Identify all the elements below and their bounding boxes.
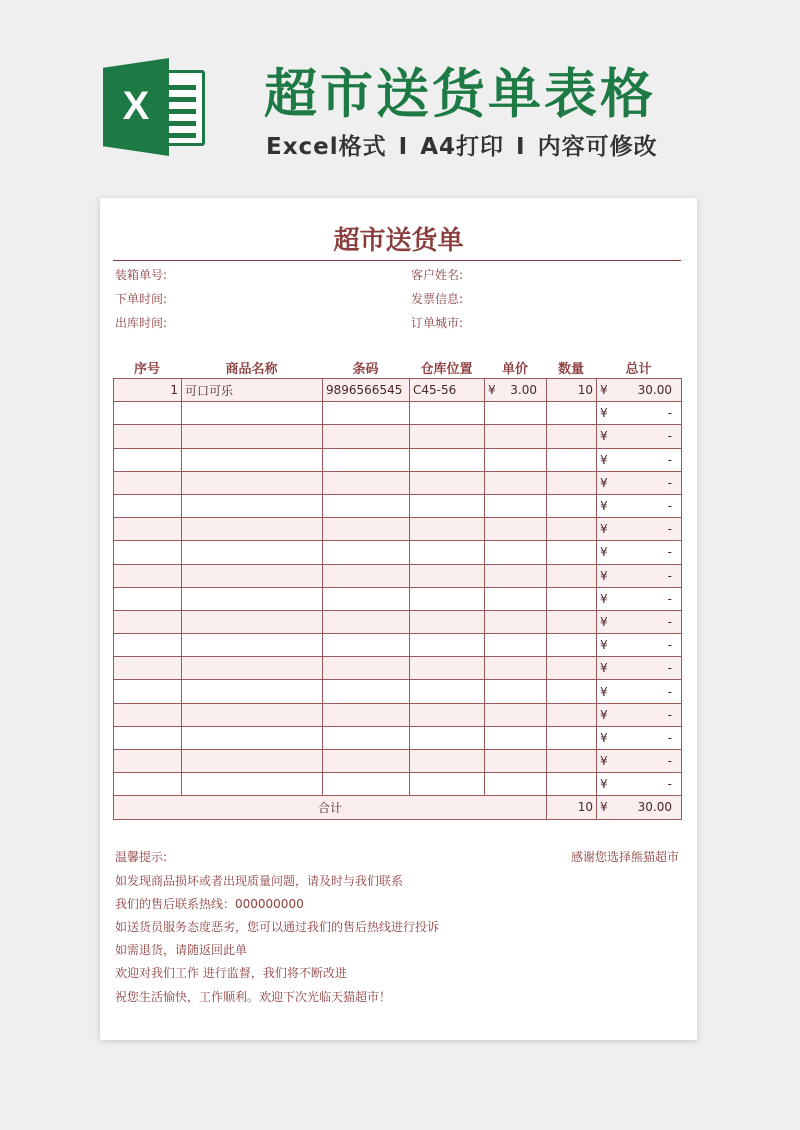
note-line: 如送货员服务态度恶劣，您可以通过我们的售后热线进行投诉: [115, 920, 440, 934]
cell-total[interactable]: [597, 703, 682, 726]
currency-symbol: ¥: [600, 475, 608, 490]
cell-quantity[interactable]: [547, 518, 597, 541]
cell-barcode[interactable]: [323, 634, 410, 657]
currency-symbol: ¥: [600, 614, 608, 629]
cell-total[interactable]: [597, 425, 682, 448]
cell-unit-price[interactable]: [485, 726, 547, 749]
document-title: 超市送货单: [333, 226, 464, 256]
header-unit-price: 单价: [501, 362, 528, 377]
table-row: [114, 494, 682, 517]
cell-product-name[interactable]: [182, 680, 323, 703]
cell-product-name[interactable]: [182, 425, 323, 448]
table-row: [114, 587, 682, 610]
cell-product-name[interactable]: [182, 703, 323, 726]
cell-barcode[interactable]: [323, 402, 410, 425]
note-line: 如需退货，请随返回此单: [115, 943, 248, 957]
cell-index[interactable]: [114, 773, 182, 796]
cell-index[interactable]: [114, 564, 182, 587]
cell-unit-price[interactable]: [485, 680, 547, 703]
table-row: [114, 564, 682, 587]
cell-product-name[interactable]: [182, 402, 323, 425]
total-value: -: [667, 406, 672, 421]
cell-product-name[interactable]: [182, 471, 323, 494]
cell-unit-price[interactable]: [485, 773, 547, 796]
subtitle-editable: 内容可修改: [537, 134, 658, 160]
total-value: 30.00: [637, 383, 672, 398]
cell-index[interactable]: 1: [114, 379, 182, 402]
cell-total[interactable]: [597, 726, 682, 749]
table-row: [114, 657, 682, 680]
table-row: [114, 634, 682, 657]
currency-symbol: ¥: [600, 429, 608, 444]
table-total-row: [114, 796, 682, 819]
currency-symbol: ¥: [600, 661, 608, 676]
cell-unit-price[interactable]: [485, 634, 547, 657]
table-row: [114, 750, 682, 773]
cell-unit-price[interactable]: [485, 610, 547, 633]
cell-quantity[interactable]: [547, 564, 597, 587]
cell-barcode[interactable]: [323, 518, 410, 541]
cell-location[interactable]: [410, 773, 485, 796]
cell-index[interactable]: [114, 518, 182, 541]
cell-product-name[interactable]: [182, 726, 323, 749]
cell-location[interactable]: [410, 402, 485, 425]
cell-location[interactable]: [410, 680, 485, 703]
total-value: -: [667, 499, 672, 514]
cell-quantity[interactable]: [547, 773, 597, 796]
cell-unit-price[interactable]: [485, 750, 547, 773]
cell-index[interactable]: [114, 680, 182, 703]
cell-total[interactable]: [597, 773, 682, 796]
cell-product-name[interactable]: [182, 634, 323, 657]
cell-barcode[interactable]: [323, 773, 410, 796]
cell-product-name[interactable]: [182, 564, 323, 587]
currency-symbol: ¥: [600, 406, 608, 421]
table-row: [114, 680, 682, 703]
table-row: [114, 541, 682, 564]
cell-quantity[interactable]: [547, 541, 597, 564]
cell-barcode[interactable]: [323, 448, 410, 471]
cell-location[interactable]: [410, 541, 485, 564]
total-value: -: [667, 545, 672, 560]
currency-symbol: ¥: [600, 383, 608, 398]
cell-product-name[interactable]: [182, 657, 323, 680]
cell-quantity[interactable]: [547, 680, 597, 703]
cell-quantity[interactable]: [547, 726, 597, 749]
total-value: -: [667, 684, 672, 699]
cell-product-name[interactable]: [182, 587, 323, 610]
table-row: [114, 726, 682, 749]
cell-quantity[interactable]: [547, 750, 597, 773]
cell-index[interactable]: [114, 494, 182, 517]
cell-quantity[interactable]: [547, 425, 597, 448]
total-value: -: [667, 568, 672, 583]
cell-quantity[interactable]: [547, 494, 597, 517]
cell-total[interactable]: [597, 634, 682, 657]
cell-barcode[interactable]: [323, 541, 410, 564]
total-value: -: [667, 638, 672, 653]
thanks-message: 感谢您选择熊猫超市: [570, 850, 679, 864]
cell-location[interactable]: [410, 726, 485, 749]
cell-location[interactable]: [410, 471, 485, 494]
cell-location[interactable]: [410, 518, 485, 541]
cell-barcode[interactable]: [323, 610, 410, 633]
currency-symbol: ¥: [600, 707, 608, 722]
cell-total[interactable]: [597, 610, 682, 633]
cell-quantity[interactable]: 10: [547, 379, 597, 402]
header-total: 总计: [625, 362, 652, 377]
cell-barcode[interactable]: [323, 564, 410, 587]
cell-unit-price[interactable]: [485, 494, 547, 517]
cell-unit-price[interactable]: [485, 448, 547, 471]
info-packing-number: 装箱单号:: [115, 268, 168, 282]
cell-location[interactable]: [410, 634, 485, 657]
total-value: -: [667, 754, 672, 769]
cell-total[interactable]: [597, 518, 682, 541]
cell-index[interactable]: [114, 541, 182, 564]
cell-location[interactable]: [410, 587, 485, 610]
total-value: -: [667, 614, 672, 629]
cell-index[interactable]: [114, 657, 182, 680]
subtitle-separator: I: [516, 134, 526, 160]
subtitle-format: Excel格式: [266, 134, 387, 160]
cell-barcode[interactable]: [323, 587, 410, 610]
items-table: [113, 378, 682, 820]
cell-product-name[interactable]: [182, 518, 323, 541]
currency-symbol: ¥: [600, 522, 608, 537]
cell-barcode[interactable]: [323, 494, 410, 517]
cell-total[interactable]: [597, 657, 682, 680]
cell-location[interactable]: [410, 610, 485, 633]
currency-symbol: ¥: [600, 684, 608, 699]
cell-index[interactable]: [114, 750, 182, 773]
currency-symbol: ¥: [488, 383, 496, 398]
total-value: -: [667, 522, 672, 537]
cell-quantity[interactable]: [547, 610, 597, 633]
cell-barcode[interactable]: [323, 657, 410, 680]
unit-price-value: 3.00: [510, 383, 537, 398]
total-value: -: [667, 475, 672, 490]
cell-product-name[interactable]: [182, 541, 323, 564]
header-quantity: 数量: [557, 362, 584, 377]
cell-total[interactable]: [597, 541, 682, 564]
cell-unit-price[interactable]: [485, 541, 547, 564]
document-page: [100, 198, 697, 1040]
cell-unit-price[interactable]: [485, 379, 547, 402]
cell-index[interactable]: [114, 425, 182, 448]
table-row: [114, 379, 682, 402]
cell-index[interactable]: [114, 726, 182, 749]
cell-total[interactable]: [597, 564, 682, 587]
cell-total[interactable]: [597, 379, 682, 402]
info-order-time: 下单时间:: [115, 292, 168, 306]
title-divider: [113, 260, 681, 261]
cell-quantity[interactable]: [547, 587, 597, 610]
cell-index[interactable]: [114, 610, 182, 633]
cell-barcode[interactable]: [323, 680, 410, 703]
cell-unit-price[interactable]: [485, 402, 547, 425]
cell-product-name[interactable]: [182, 750, 323, 773]
cell-unit-price[interactable]: [485, 587, 547, 610]
total-quantity[interactable]: 10: [547, 796, 597, 819]
cell-unit-price[interactable]: [485, 564, 547, 587]
currency-symbol: ¥: [600, 545, 608, 560]
cell-location[interactable]: [410, 448, 485, 471]
cell-location[interactable]: [410, 750, 485, 773]
total-label: 合计: [114, 796, 547, 819]
cell-quantity[interactable]: [547, 703, 597, 726]
cell-unit-price[interactable]: [485, 657, 547, 680]
header-location: 仓库位置: [420, 362, 473, 377]
cell-index[interactable]: [114, 587, 182, 610]
notes-heading: 温馨提示:: [115, 850, 168, 864]
cell-total[interactable]: [597, 680, 682, 703]
banner-title: 超市送货单表格: [264, 64, 656, 125]
currency-symbol: ¥: [600, 499, 608, 514]
cell-product-name[interactable]: 可口可乐: [182, 379, 323, 402]
cell-total[interactable]: [597, 494, 682, 517]
cell-barcode[interactable]: [323, 471, 410, 494]
subtitle-separator: I: [398, 134, 409, 160]
cell-index[interactable]: [114, 471, 182, 494]
cell-location[interactable]: C45-56: [410, 379, 485, 402]
cell-product-name[interactable]: [182, 773, 323, 796]
subtitle-print: A4打印: [420, 134, 505, 160]
cell-product-name[interactable]: [182, 448, 323, 471]
currency-symbol: ¥: [600, 800, 608, 815]
table-row: [114, 471, 682, 494]
total-value: -: [667, 429, 672, 444]
currency-symbol: ¥: [600, 730, 608, 745]
info-order-city: 订单城市:: [411, 316, 464, 330]
cell-index[interactable]: [114, 703, 182, 726]
cell-index[interactable]: [114, 402, 182, 425]
table-row: [114, 703, 682, 726]
total-value: -: [667, 707, 672, 722]
cell-product-name[interactable]: [182, 494, 323, 517]
grand-total-value: 30.00: [637, 800, 672, 815]
total-value: -: [667, 730, 672, 745]
grand-total[interactable]: [597, 796, 682, 819]
banner-subtitle: [266, 128, 658, 161]
cell-barcode[interactable]: 9896566545: [323, 379, 410, 402]
cell-quantity[interactable]: [547, 471, 597, 494]
total-value: -: [667, 591, 672, 606]
info-customer-name: 客户姓名:: [411, 268, 464, 282]
cell-quantity[interactable]: [547, 657, 597, 680]
cell-total[interactable]: [597, 587, 682, 610]
total-value: -: [667, 777, 672, 792]
info-dispatch-time: 出库时间:: [115, 316, 168, 330]
cell-location[interactable]: [410, 703, 485, 726]
cell-total[interactable]: [597, 402, 682, 425]
cell-total[interactable]: [597, 750, 682, 773]
header-product-name: 商品名称: [225, 362, 278, 377]
cell-unit-price[interactable]: [485, 425, 547, 448]
header-index: 序号: [133, 362, 160, 377]
cell-location[interactable]: [410, 564, 485, 587]
cell-total[interactable]: [597, 471, 682, 494]
cell-barcode[interactable]: [323, 750, 410, 773]
cell-index[interactable]: [114, 448, 182, 471]
cell-location[interactable]: [410, 657, 485, 680]
note-line: 我们的售后联系热线：000000000: [115, 897, 304, 911]
table-row: [114, 518, 682, 541]
currency-symbol: ¥: [600, 591, 608, 606]
currency-symbol: ¥: [600, 568, 608, 583]
total-value: -: [667, 661, 672, 676]
cell-unit-price[interactable]: [485, 703, 547, 726]
cell-location[interactable]: [410, 425, 485, 448]
cell-location[interactable]: [410, 494, 485, 517]
table-row: [114, 610, 682, 633]
excel-icon-letter: X: [122, 84, 150, 128]
cell-barcode[interactable]: [323, 703, 410, 726]
info-invoice: 发票信息:: [411, 292, 464, 306]
total-value: -: [667, 452, 672, 467]
cell-index[interactable]: [114, 634, 182, 657]
note-line: 祝您生活愉快，工作顺利。欢迎下次光临天猫超市！: [115, 990, 392, 1004]
header-barcode: 条码: [352, 362, 379, 377]
cell-barcode[interactable]: [323, 726, 410, 749]
table-row: [114, 402, 682, 425]
cell-quantity[interactable]: [547, 402, 597, 425]
note-line: 欢迎对我们工作 进行监督，我们将不断改进: [115, 966, 347, 980]
cell-unit-price[interactable]: [485, 471, 547, 494]
cell-unit-price[interactable]: [485, 518, 547, 541]
table-row: [114, 425, 682, 448]
cell-quantity[interactable]: [547, 448, 597, 471]
currency-symbol: ¥: [600, 452, 608, 467]
cell-product-name[interactable]: [182, 610, 323, 633]
table-row: [114, 448, 682, 471]
cell-barcode[interactable]: [323, 425, 410, 448]
currency-symbol: ¥: [600, 777, 608, 792]
table-row: [114, 773, 682, 796]
cell-quantity[interactable]: [547, 634, 597, 657]
excel-icon: [103, 58, 207, 156]
cell-total[interactable]: [597, 448, 682, 471]
note-line: 如发现商品损坏或者出现质量问题，请及时与我们联系: [115, 874, 404, 888]
currency-symbol: ¥: [600, 754, 608, 769]
currency-symbol: ¥: [600, 638, 608, 653]
